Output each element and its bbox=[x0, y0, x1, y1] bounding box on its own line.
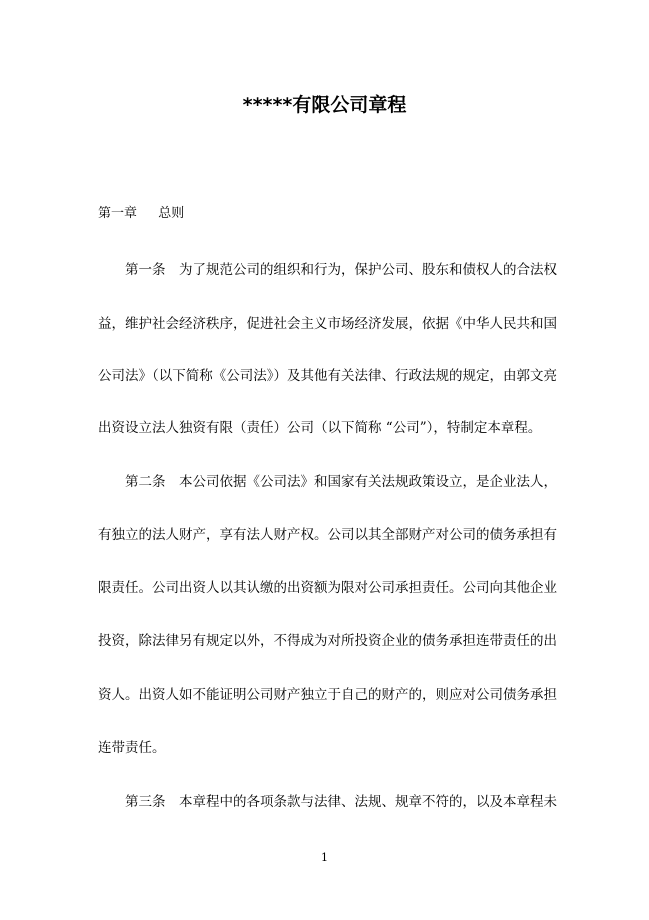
article-2-line-1: 第二条 本公司依据《公司法》和国家有关法规政策设立，是企业法人， bbox=[125, 474, 557, 490]
article-2-line-5: 资人。出资人如不能证明公司财产独立于自己的财产的，则应对公司债务承担 bbox=[98, 687, 557, 703]
article-1-line-3: 公司法》（以下简称《公司法》）及其他有关法律、行政法规的规定，由郭文亮 bbox=[98, 368, 557, 384]
article-2-line-2: 有独立的法人财产，享有法人财产权。公司以其全部财产对公司的债务承担有 bbox=[98, 527, 557, 543]
chapter-heading: 第一章 总则 bbox=[98, 206, 185, 221]
article-2-line-4: 投资，除法律另有规定以外，不得成为对所投资企业的债务承担连带责任的出 bbox=[98, 633, 557, 649]
page-number: 1 bbox=[321, 851, 328, 864]
article-1-line-2: 益，维护社会经济秩序，促进社会主义市场经济发展，依据《中华人民共和国 bbox=[98, 316, 557, 332]
article-2-line-6: 连带责任。 bbox=[98, 740, 166, 756]
article-2-line-3: 限责任。公司出资人以其认缴的出资额为限对公司承担责任。公司向其他企业 bbox=[98, 580, 557, 596]
article-3-line-1: 第三条 本章程中的各项条款与法律、法规、规章不符的，以及本章程未 bbox=[125, 794, 557, 810]
article-1-line-4: 出资设立法人独资有限（责任）公司（以下简称 “公司”），特制定本章程。 bbox=[98, 420, 542, 436]
document-title: *****有限公司章程 bbox=[242, 94, 407, 116]
article-1-line-1: 第一条 为了规范公司的组织和行为，保护公司、股东和债权人的合法权 bbox=[125, 262, 557, 278]
